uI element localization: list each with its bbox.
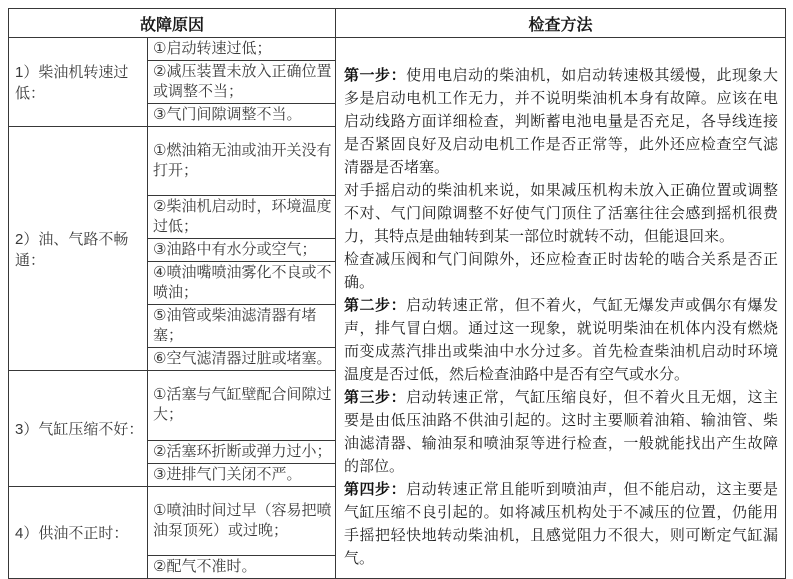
header-row: [9, 9, 786, 38]
fault-item: ②活塞环折断或弹力过小；: [148, 440, 336, 463]
fault-item: ①活塞与气缸壁配合间隙过大；: [148, 371, 336, 440]
header-check-method: 检查方法: [336, 9, 786, 38]
fault-diagnosis-table: [8, 8, 786, 579]
table-row: [9, 38, 786, 61]
fault-item: ③进排气门关闭不严。: [148, 463, 336, 486]
method-paragraph: [344, 64, 778, 179]
method-paragraph: [344, 478, 778, 570]
fault-item: ④喷油嘴喷油雾化不良或不喷油；: [148, 262, 336, 305]
fault-item: ③气门间隙调整不当。: [148, 104, 336, 127]
fault-group-label: 4）供油不正时：: [9, 486, 148, 578]
method-paragraph: [344, 386, 778, 478]
fault-group-label: 2）油、气路不畅通：: [9, 127, 148, 371]
method-text: 启动转速正常，气缸压缩良好，但不着火且无烟，这主要是由低压油路不供油引起的。这时主要顺着油箱、输油管、柴油滤清器、输油泵和喷油泵等进行检查，一般就能找出产生故障的部位。: [344, 389, 779, 475]
fault-item: ⑤油管或柴油滤清器有堵塞；: [148, 305, 336, 348]
method-text: 对手摇启动的柴油机来说，如果减压机构未放入正确位置或调整不对、气门间隙调整不好使气门顶住了活塞往往会感到摇机很费力，其特点是曲轴转到某一部位时就转不动，但能退回来。: [344, 182, 779, 245]
fault-group-label: 1）柴油机转速过低：: [9, 38, 148, 127]
fault-group-label: 3）气缸压缩不好：: [9, 371, 148, 486]
fault-item: ⑥空气滤清器过脏或堵塞。: [148, 348, 336, 371]
method-step-label: 第一步：: [344, 67, 407, 84]
method-paragraph: [344, 248, 778, 294]
method-step-label: 第三步：: [344, 389, 407, 406]
fault-item: ②减压装置未放入正确位置或调整不当；: [148, 61, 336, 104]
header-fault-cause: 故障原因: [9, 9, 336, 38]
fault-item: ①喷油时间过早（容易把喷油泵顶死）或过晚；: [148, 486, 336, 555]
fault-item: ②柴油机启动时，环境温度过低；: [148, 196, 336, 239]
method-step-label: 第四步：: [344, 481, 407, 498]
method-text: 启动转速正常且能听到喷油声，但不能启动，这主要是气缸压缩不良引起的。如将减压机构处于不减压的位置，仍能用手摇把轻快地转动柴油机，且感觉阻力不很大，则可断定气缸漏气。: [344, 481, 779, 567]
check-methods-cell: [336, 38, 786, 579]
method-text: 检查减压阀和气门间隙外，还应检查正时齿轮的啮合关系是否正确。: [344, 251, 779, 291]
method-text: 使用电启动的柴油机，如启动转速极其缓慢，此现象大多是启动电机工作无力，并不说明柴油机本身有故障。应该在电启动线路方面详细检查，判断蓄电池电量是否充足，各导线连接是否紧固良好及启动电机工作是否正常等，此外还应检查空气滤清器是否堵塞。: [344, 67, 779, 176]
method-text: 启动转速正常，但不着火，气缸无爆发声或偶尔有爆发声，排气冒白烟。通过这一现象，就说明柴油在机体内没有燃烧而变成蒸汽排出或柴油中水分过多。首先检查柴油机启动时环境温度是否过低，然后检查油路中是否有空气或水分。: [344, 297, 779, 383]
fault-item: ③油路中有水分或空气；: [148, 239, 336, 262]
method-paragraph: [344, 179, 778, 248]
method-step-label: 第二步：: [344, 297, 407, 314]
fault-item: ①启动转速过低；: [148, 38, 336, 61]
fault-item: ②配气不准时。: [148, 556, 336, 579]
method-paragraph: [344, 294, 778, 386]
fault-item: ①燃油箱无油或油开关没有打开；: [148, 127, 336, 196]
